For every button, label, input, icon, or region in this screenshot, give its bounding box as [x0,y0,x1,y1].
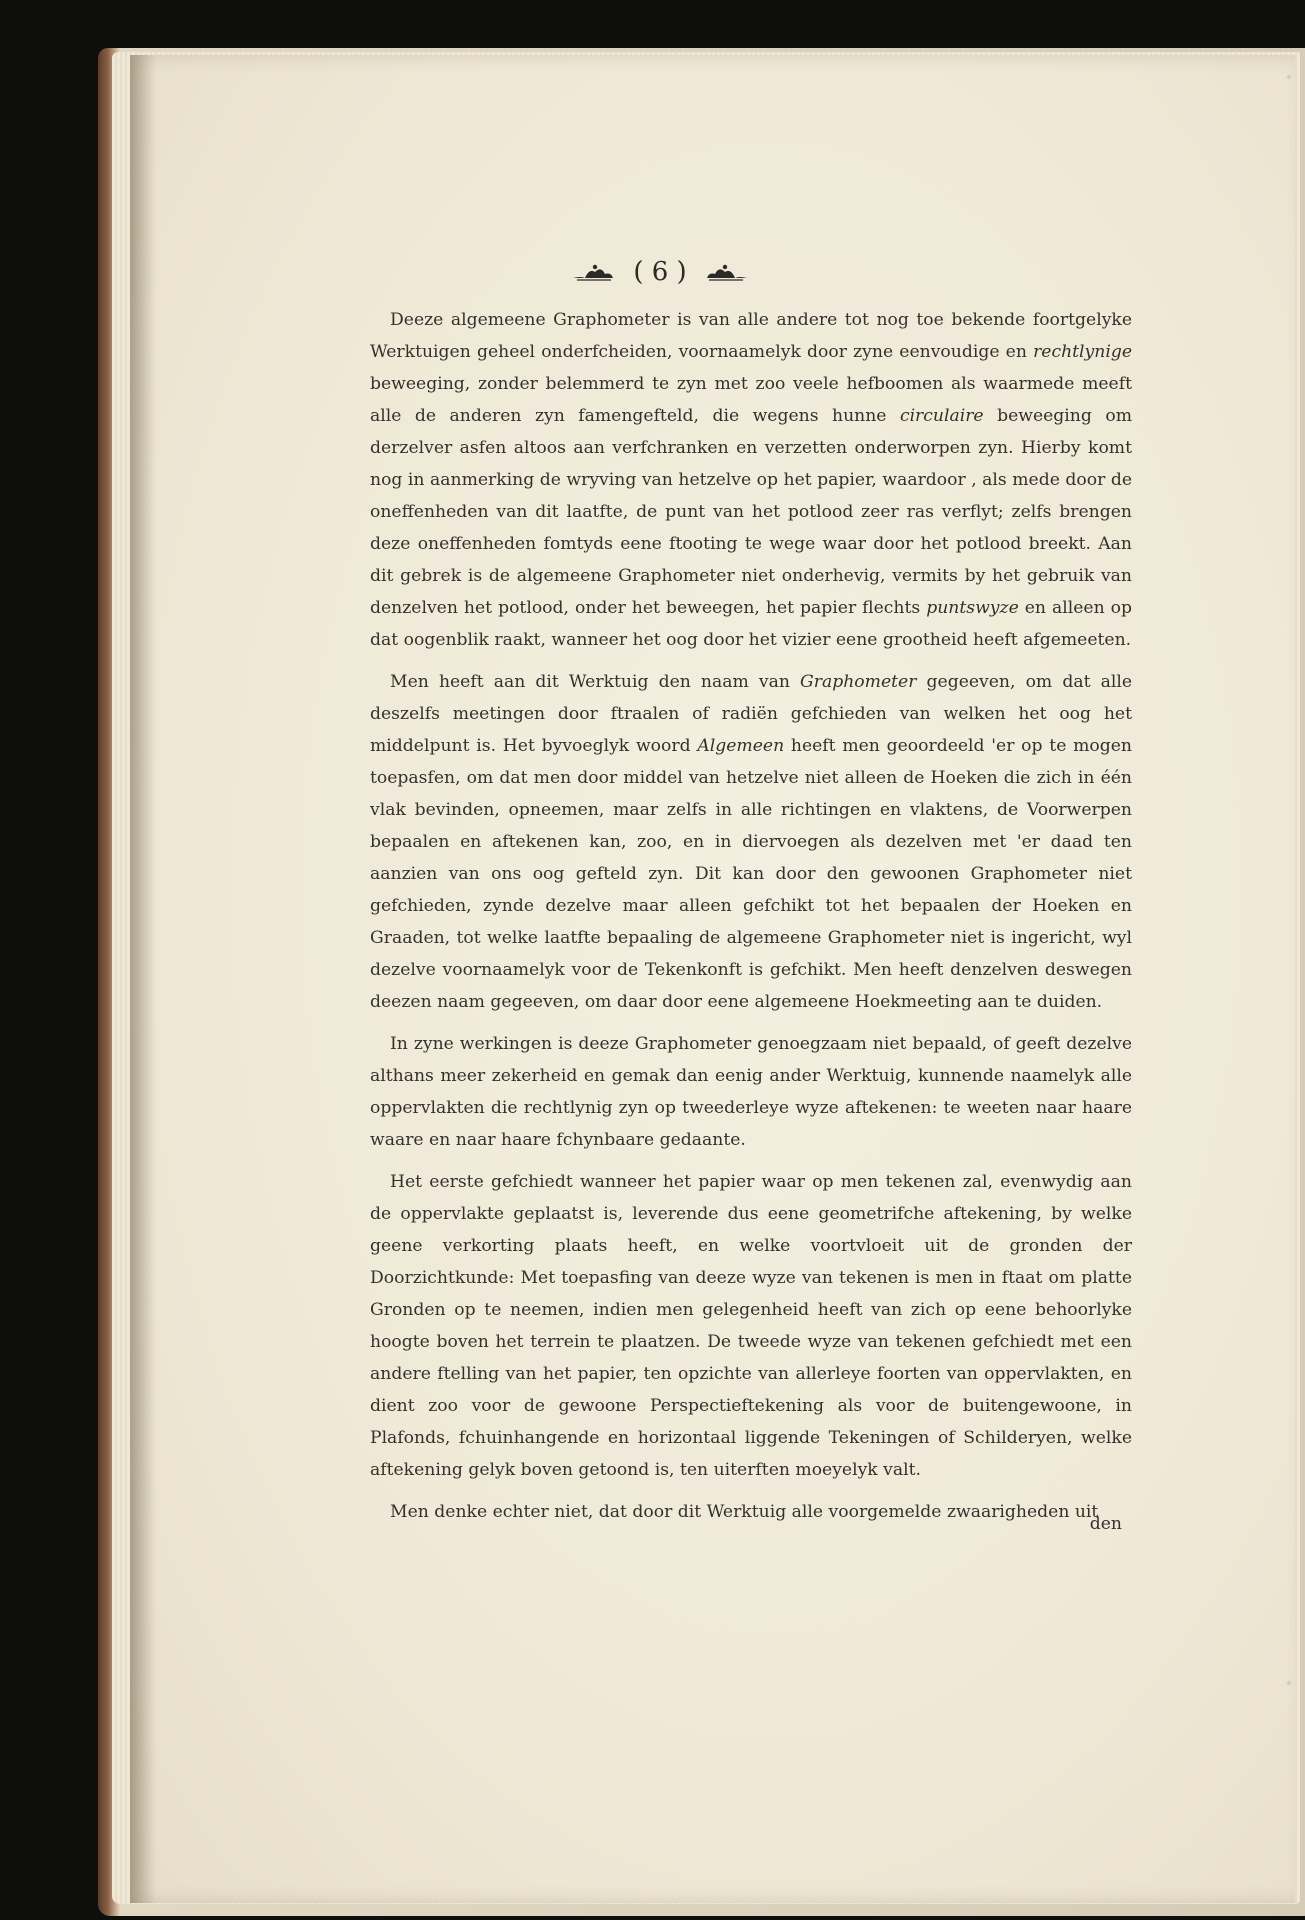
italic-term: circulaire [899,406,984,426]
text-run: Deeze algemeene Graphometer is van alle andere tot nog toe bekende foortgelyke Werktuigen geheel onderfcheiden, voornaamelyk door zyne eenvoudige en [370,310,1132,362]
page-header [370,252,950,292]
italic-term: rechtlynige [1033,342,1132,362]
paragraph [370,304,1132,656]
text-run: Men denke echter niet, dat door dit Werktuig alle voorgemelde zwaarigheden uit [390,1502,1099,1522]
paragraph [370,1166,1132,1486]
fleuron-ornament-right-icon [705,262,749,282]
text-run: beweeging om derzelver asfen altoos aan verfchranken en verzetten onderworpen zyn. Hierby komt nog in aanmerking de wryving van hetzelve op het papier, waardoor , als mede door de oneffenheden van dit laatfte, de punt van het potlood zeer ras verflyt; zelfs brengen deze oneffenheden fomtyds eene ftooting te wege waar door het potlood breekt. Aan dit gebrek is de algemeene Graphometer niet onderhevig, vermits by het gebruik van denzelven het potlood, onder het beweegen, het papier flechts [370,406,1132,618]
catchword: den [1089,1514,1122,1534]
paragraph [370,666,1132,1018]
page-number: ( 6 ) [633,257,687,287]
text-run: beweeging, zonder belemmerd te zyn met zoo veele hefboomen als waarmede meeft alle de anderen zyn famengefteld, die wegens hunne [370,374,1132,426]
text-run: Het eerste gefchiedt wanneer het papier waar op men tekenen zal, evenwydig aan de oppervlakte geplaatst is, leverende dus eene geometrifche aftekening, by welke geene verkorting plaats heeft, en welke voortvloeit uit de gronden der Doorzichtkunde: Met toepasfing van deeze wyze van tekenen is men in ftaat om platte Gronden op te neemen, indien men gelegenheid heeft van zich op eene behoorlyke hoogte boven het terrein te plaatzen. De tweede wyze van tekenen gefchiedt met een andere ftelling van het papier, ten opzichte van allerleye foorten van oppervlakten, en dient zoo voor de gewoone Perspectieftekening als voor de buitengewoone, in Plafonds, fchuinhangende en horizontaal liggende Tekeningen of Schilderyen, welke aftekening gelyk boven getoond is, ten uiterften moeyelyk valt. [370,1172,1132,1480]
body-text [370,304,1132,1538]
text-run: heeft men geoordeeld 'er op te mogen toepasfen, om dat men door middel van hetzelve niet alleen de Hoeken die zich in één vlak bevinden, opneemen, maar zelfs in alle richtingen en vlaktens, de Voorwerpen bepaalen en aftekenen kan, zoo, en in diervoegen als dezelven met 'er daad ten aanzien van ons oog gefteld zyn. Dit kan door den gewoonen Graphometer niet gefchieden, zynde dezelve maar alleen gefchikt tot het bepaalen der Hoeken en Graaden, tot welke laatfte bepaaling de algemeene Graphometer niet is ingericht, wyl dezelve voornaamelyk voor de Tekenkonft is gefchikt. Men heeft denzelven deswegen deezen naam gegeeven, om daar door eene algemeene Hoekmeeting aan te duiden. [370,736,1133,1012]
scan-mark [1287,1681,1291,1685]
italic-term: puntswyze [926,598,1019,618]
scan-mark [1287,75,1291,79]
italic-term: Algemeen [697,736,785,756]
text-run: In zyne werkingen is deeze Graphometer genoegzaam niet bepaald, of geeft dezelve althans meer zekerheid en gemak dan eenig ander Werktuig, kunnende naamelyk alle oppervlakten die rechtlynig zyn op tweederleye wyze aftekenen: te weeten naar haare waare en naar haare fchynbaare gedaante. [370,1034,1132,1150]
italic-term: Graphometer [800,672,917,692]
text-run: Men heeft aan dit Werktuig den naam van [390,672,801,692]
text-run: en alleen op dat oogenblik raakt, wanneer het oog door het vizier eene grootheid heeft afgemeeten. [370,598,1132,650]
fleuron-ornament-left-icon [571,262,615,282]
text-run: gegeeven, om dat alle deszelfs meetingen door ftraalen of radiën gefchieden van welken het oog het middelpunt is. Het byvoeglyk woord [370,672,1132,756]
gutter-shadow [130,55,156,1903]
paragraph [370,1028,1132,1156]
